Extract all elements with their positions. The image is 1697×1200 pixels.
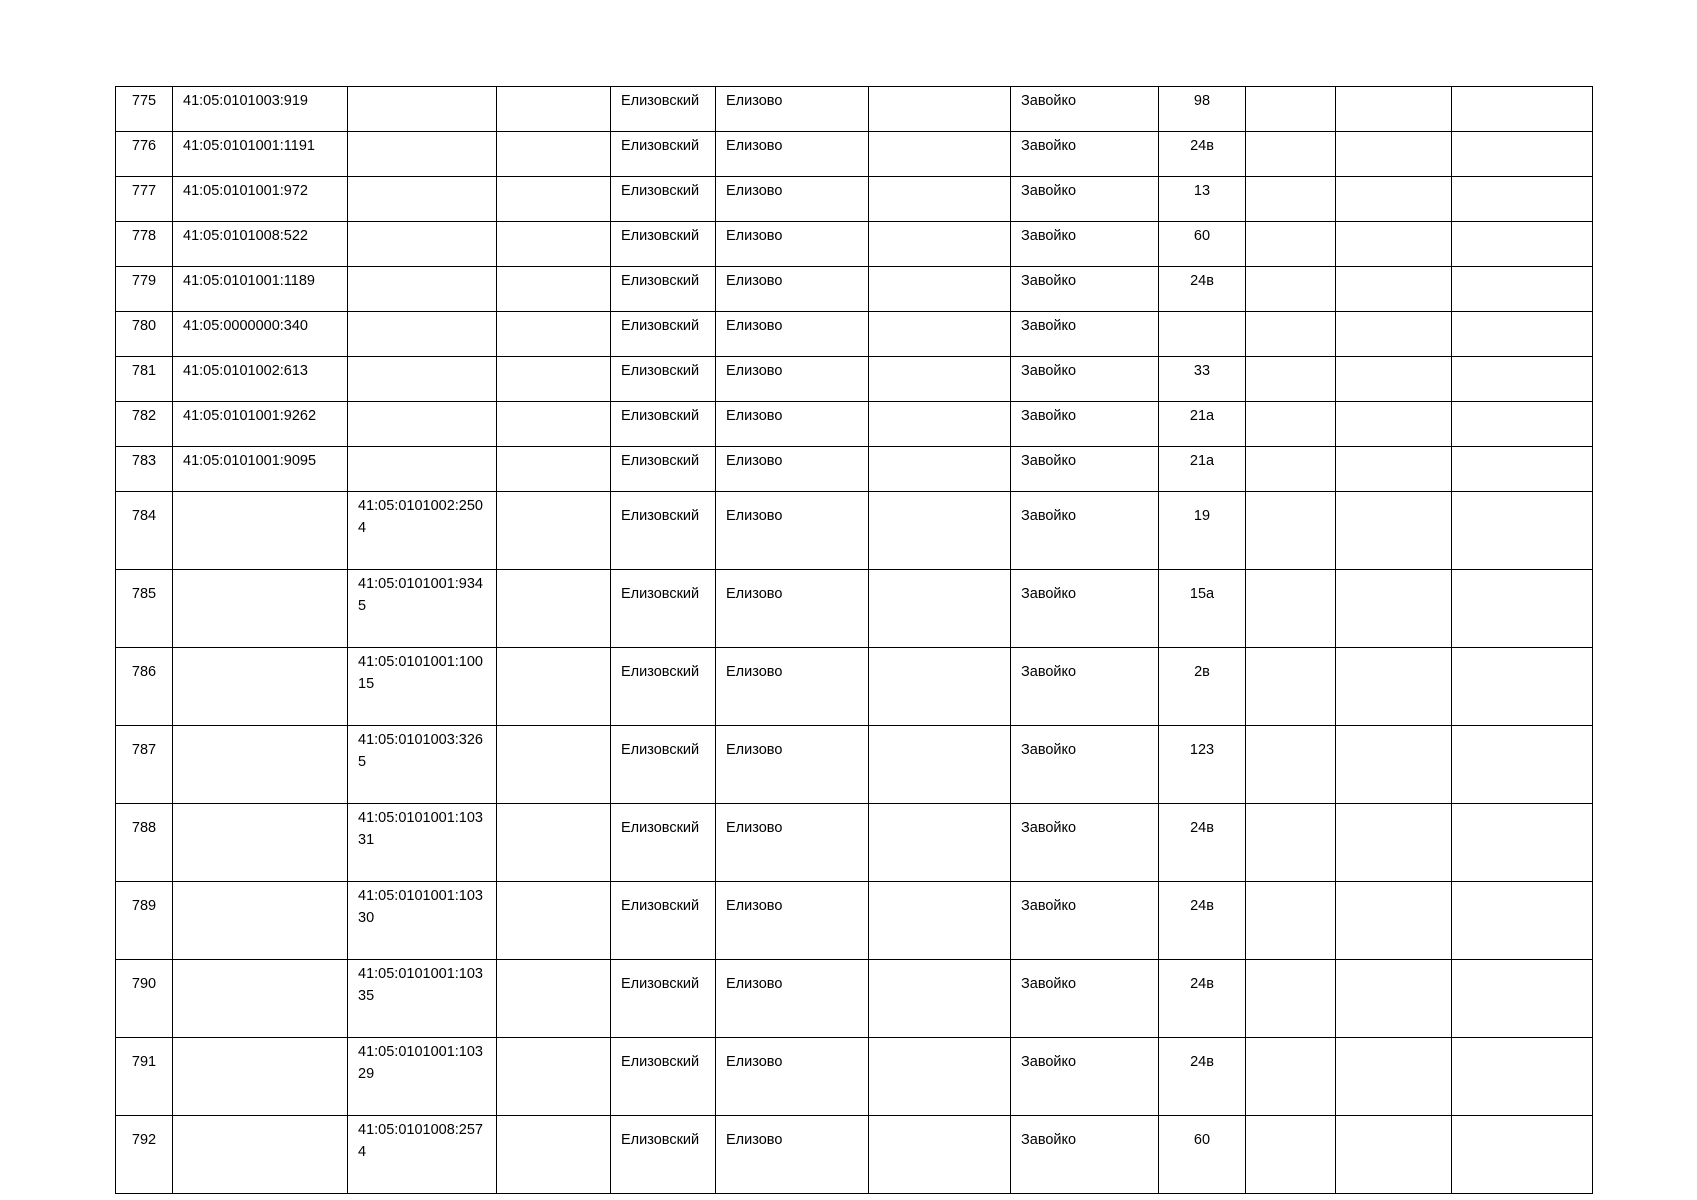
street-cell: Завойко [1011,132,1159,177]
street-cell: Завойко [1011,804,1159,882]
city-cell: Елизово [716,402,869,447]
district-cell: Елизовский [611,570,716,648]
empty-cell [1452,960,1593,1038]
empty-cell [1452,447,1593,492]
empty-cell [1336,882,1452,960]
street-cell: Завойко [1011,1038,1159,1116]
empty-cell [1452,87,1593,132]
district-cell: Елизовский [611,726,716,804]
empty-cell [1246,570,1336,648]
street-cell: Завойко [1011,570,1159,648]
district-cell: Елизовский [611,447,716,492]
cadastral-number-cell [173,804,348,882]
empty-cell [1452,492,1593,570]
city-cell: Елизово [716,177,869,222]
cadastral-number-cell: 41:05:0000000:340 [173,312,348,357]
table-row [116,804,1593,882]
empty-cell [1246,267,1336,312]
table-row [116,357,1593,402]
table-row [116,492,1593,570]
building-cadastral-cell [348,402,497,447]
house-number-cell: 24в [1159,132,1246,177]
empty-cell [1336,87,1452,132]
city-cell: Елизово [716,1116,869,1194]
empty-cell [869,447,1011,492]
city-cell: Елизово [716,492,869,570]
city-cell: Елизово [716,726,869,804]
empty-cell [1452,132,1593,177]
empty-cell [869,492,1011,570]
row-number-cell: 782 [116,402,173,447]
cadastral-number-cell [173,648,348,726]
row-number-cell: 792 [116,1116,173,1194]
empty-cell [1452,570,1593,648]
empty-cell [497,312,611,357]
empty-cell [869,804,1011,882]
row-number-cell: 783 [116,447,173,492]
table-row [116,222,1593,267]
building-cadastral-cell: 41:05:0101001:10015 [348,648,497,726]
row-number-cell: 780 [116,312,173,357]
street-cell: Завойко [1011,648,1159,726]
empty-cell [1336,804,1452,882]
empty-cell [497,1116,611,1194]
building-cadastral-cell [348,447,497,492]
empty-cell [1452,648,1593,726]
street-cell: Завойко [1011,726,1159,804]
empty-cell [497,648,611,726]
row-number-cell: 777 [116,177,173,222]
empty-cell [497,87,611,132]
city-cell: Елизово [716,570,869,648]
empty-cell [497,726,611,804]
house-number-cell [1159,312,1246,357]
district-cell: Елизовский [611,804,716,882]
street-cell: Завойко [1011,177,1159,222]
building-cadastral-cell [348,132,497,177]
empty-cell [1336,357,1452,402]
empty-cell [1336,492,1452,570]
row-number-cell: 789 [116,882,173,960]
building-cadastral-cell: 41:05:0101001:10330 [348,882,497,960]
row-number-cell: 787 [116,726,173,804]
empty-cell [1336,1038,1452,1116]
empty-cell [1452,726,1593,804]
city-cell: Елизово [716,267,869,312]
house-number-cell: 21а [1159,402,1246,447]
empty-cell [497,804,611,882]
empty-cell [1246,312,1336,357]
cadastral-number-cell [173,492,348,570]
district-cell: Елизовский [611,312,716,357]
district-cell: Елизовский [611,177,716,222]
district-cell: Елизовский [611,222,716,267]
empty-cell [1452,1038,1593,1116]
building-cadastral-cell [348,312,497,357]
street-cell: Завойко [1011,960,1159,1038]
empty-cell [497,882,611,960]
street-cell: Завойко [1011,87,1159,132]
city-cell: Елизово [716,357,869,402]
row-number-cell: 779 [116,267,173,312]
table-row [116,177,1593,222]
building-cadastral-cell [348,177,497,222]
table-row [116,1038,1593,1116]
table-row [116,87,1593,132]
street-cell: Завойко [1011,312,1159,357]
empty-cell [1452,267,1593,312]
house-number-cell: 123 [1159,726,1246,804]
empty-cell [869,267,1011,312]
empty-cell [1336,1116,1452,1194]
empty-cell [1336,177,1452,222]
row-number-cell: 784 [116,492,173,570]
empty-cell [869,570,1011,648]
cadastral-number-cell: 41:05:0101001:1191 [173,132,348,177]
table-row [116,960,1593,1038]
empty-cell [869,648,1011,726]
city-cell: Елизово [716,648,869,726]
empty-cell [497,1038,611,1116]
cadastral-number-cell [173,960,348,1038]
house-number-cell: 24в [1159,1038,1246,1116]
city-cell: Елизово [716,132,869,177]
street-cell: Завойко [1011,267,1159,312]
empty-cell [1452,804,1593,882]
cadastral-number-cell [173,1116,348,1194]
city-cell: Елизово [716,1038,869,1116]
empty-cell [1246,1116,1336,1194]
house-number-cell: 2в [1159,648,1246,726]
house-number-cell: 33 [1159,357,1246,402]
empty-cell [1452,402,1593,447]
empty-cell [1246,492,1336,570]
building-cadastral-cell: 41:05:0101003:3265 [348,726,497,804]
empty-cell [1336,447,1452,492]
empty-cell [497,222,611,267]
table-row [116,648,1593,726]
empty-cell [1336,648,1452,726]
empty-cell [1452,1116,1593,1194]
empty-cell [497,960,611,1038]
district-cell: Елизовский [611,132,716,177]
district-cell: Елизовский [611,960,716,1038]
house-number-cell: 21а [1159,447,1246,492]
building-cadastral-cell: 41:05:0101001:9345 [348,570,497,648]
street-cell: Завойко [1011,882,1159,960]
street-cell: Завойко [1011,357,1159,402]
street-cell: Завойко [1011,1116,1159,1194]
empty-cell [1246,447,1336,492]
cadastral-number-cell: 41:05:0101001:1189 [173,267,348,312]
empty-cell [1246,648,1336,726]
table-row [116,882,1593,960]
house-number-cell: 19 [1159,492,1246,570]
table-body [116,87,1593,1194]
empty-cell [1246,726,1336,804]
empty-cell [497,492,611,570]
cadastral-number-cell: 41:05:0101002:613 [173,357,348,402]
house-number-cell: 15а [1159,570,1246,648]
city-cell: Елизово [716,804,869,882]
house-number-cell: 24в [1159,267,1246,312]
city-cell: Елизово [716,960,869,1038]
row-number-cell: 786 [116,648,173,726]
building-cadastral-cell [348,222,497,267]
empty-cell [1246,960,1336,1038]
empty-cell [869,132,1011,177]
empty-cell [1336,570,1452,648]
empty-cell [1246,402,1336,447]
empty-cell [1452,177,1593,222]
empty-cell [1246,882,1336,960]
row-number-cell: 775 [116,87,173,132]
empty-cell [497,402,611,447]
cadastral-number-cell: 41:05:0101001:9095 [173,447,348,492]
house-number-cell: 24в [1159,960,1246,1038]
district-cell: Елизовский [611,267,716,312]
table-row [116,267,1593,312]
cadastral-number-cell [173,570,348,648]
city-cell: Елизово [716,447,869,492]
empty-cell [1246,87,1336,132]
table-row [116,402,1593,447]
district-cell: Елизовский [611,882,716,960]
row-number-cell: 778 [116,222,173,267]
building-cadastral-cell [348,87,497,132]
cadastral-number-cell [173,726,348,804]
empty-cell [869,1038,1011,1116]
empty-cell [869,726,1011,804]
city-cell: Елизово [716,87,869,132]
empty-cell [1336,312,1452,357]
city-cell: Елизово [716,222,869,267]
empty-cell [869,312,1011,357]
empty-cell [1246,357,1336,402]
house-number-cell: 60 [1159,222,1246,267]
table-row [116,1116,1593,1194]
empty-cell [1336,960,1452,1038]
row-number-cell: 785 [116,570,173,648]
street-cell: Завойко [1011,447,1159,492]
row-number-cell: 776 [116,132,173,177]
cadastral-number-cell: 41:05:0101008:522 [173,222,348,267]
city-cell: Елизово [716,312,869,357]
empty-cell [1336,726,1452,804]
empty-cell [1246,804,1336,882]
empty-cell [1246,177,1336,222]
table-row [116,570,1593,648]
empty-cell [1336,132,1452,177]
cadastral-number-cell: 41:05:0101001:972 [173,177,348,222]
district-cell: Елизовский [611,357,716,402]
house-number-cell: 13 [1159,177,1246,222]
building-cadastral-cell: 41:05:0101008:2574 [348,1116,497,1194]
empty-cell [497,267,611,312]
building-cadastral-cell: 41:05:0101001:10335 [348,960,497,1038]
house-number-cell: 98 [1159,87,1246,132]
empty-cell [1336,267,1452,312]
empty-cell [497,570,611,648]
district-cell: Елизовский [611,402,716,447]
empty-cell [869,882,1011,960]
cadastral-number-cell: 41:05:0101003:919 [173,87,348,132]
empty-cell [1246,222,1336,267]
empty-cell [497,447,611,492]
empty-cell [869,177,1011,222]
empty-cell [1246,132,1336,177]
registry-table [115,86,1593,1194]
empty-cell [869,960,1011,1038]
street-cell: Завойко [1011,492,1159,570]
empty-cell [869,222,1011,267]
row-number-cell: 788 [116,804,173,882]
building-cadastral-cell [348,267,497,312]
house-number-cell: 60 [1159,1116,1246,1194]
table-row [116,447,1593,492]
city-cell: Елизово [716,882,869,960]
district-cell: Елизовский [611,87,716,132]
empty-cell [869,402,1011,447]
cadastral-number-cell: 41:05:0101001:9262 [173,402,348,447]
empty-cell [1452,312,1593,357]
table-row [116,726,1593,804]
building-cadastral-cell [348,357,497,402]
empty-cell [497,357,611,402]
street-cell: Завойко [1011,402,1159,447]
cadastral-number-cell [173,1038,348,1116]
empty-cell [497,177,611,222]
empty-cell [1336,402,1452,447]
row-number-cell: 781 [116,357,173,402]
district-cell: Елизовский [611,1038,716,1116]
empty-cell [869,87,1011,132]
cadastral-number-cell [173,882,348,960]
house-number-cell: 24в [1159,882,1246,960]
empty-cell [869,1116,1011,1194]
row-number-cell: 791 [116,1038,173,1116]
building-cadastral-cell: 41:05:0101002:2504 [348,492,497,570]
street-cell: Завойко [1011,222,1159,267]
table-row [116,132,1593,177]
empty-cell [869,357,1011,402]
house-number-cell: 24в [1159,804,1246,882]
district-cell: Елизовский [611,1116,716,1194]
table-row [116,312,1593,357]
building-cadastral-cell: 41:05:0101001:10329 [348,1038,497,1116]
empty-cell [1452,882,1593,960]
empty-cell [1246,1038,1336,1116]
district-cell: Елизовский [611,648,716,726]
empty-cell [497,132,611,177]
empty-cell [1452,222,1593,267]
building-cadastral-cell: 41:05:0101001:10331 [348,804,497,882]
empty-cell [1336,222,1452,267]
row-number-cell: 790 [116,960,173,1038]
empty-cell [1452,357,1593,402]
district-cell: Елизовский [611,492,716,570]
